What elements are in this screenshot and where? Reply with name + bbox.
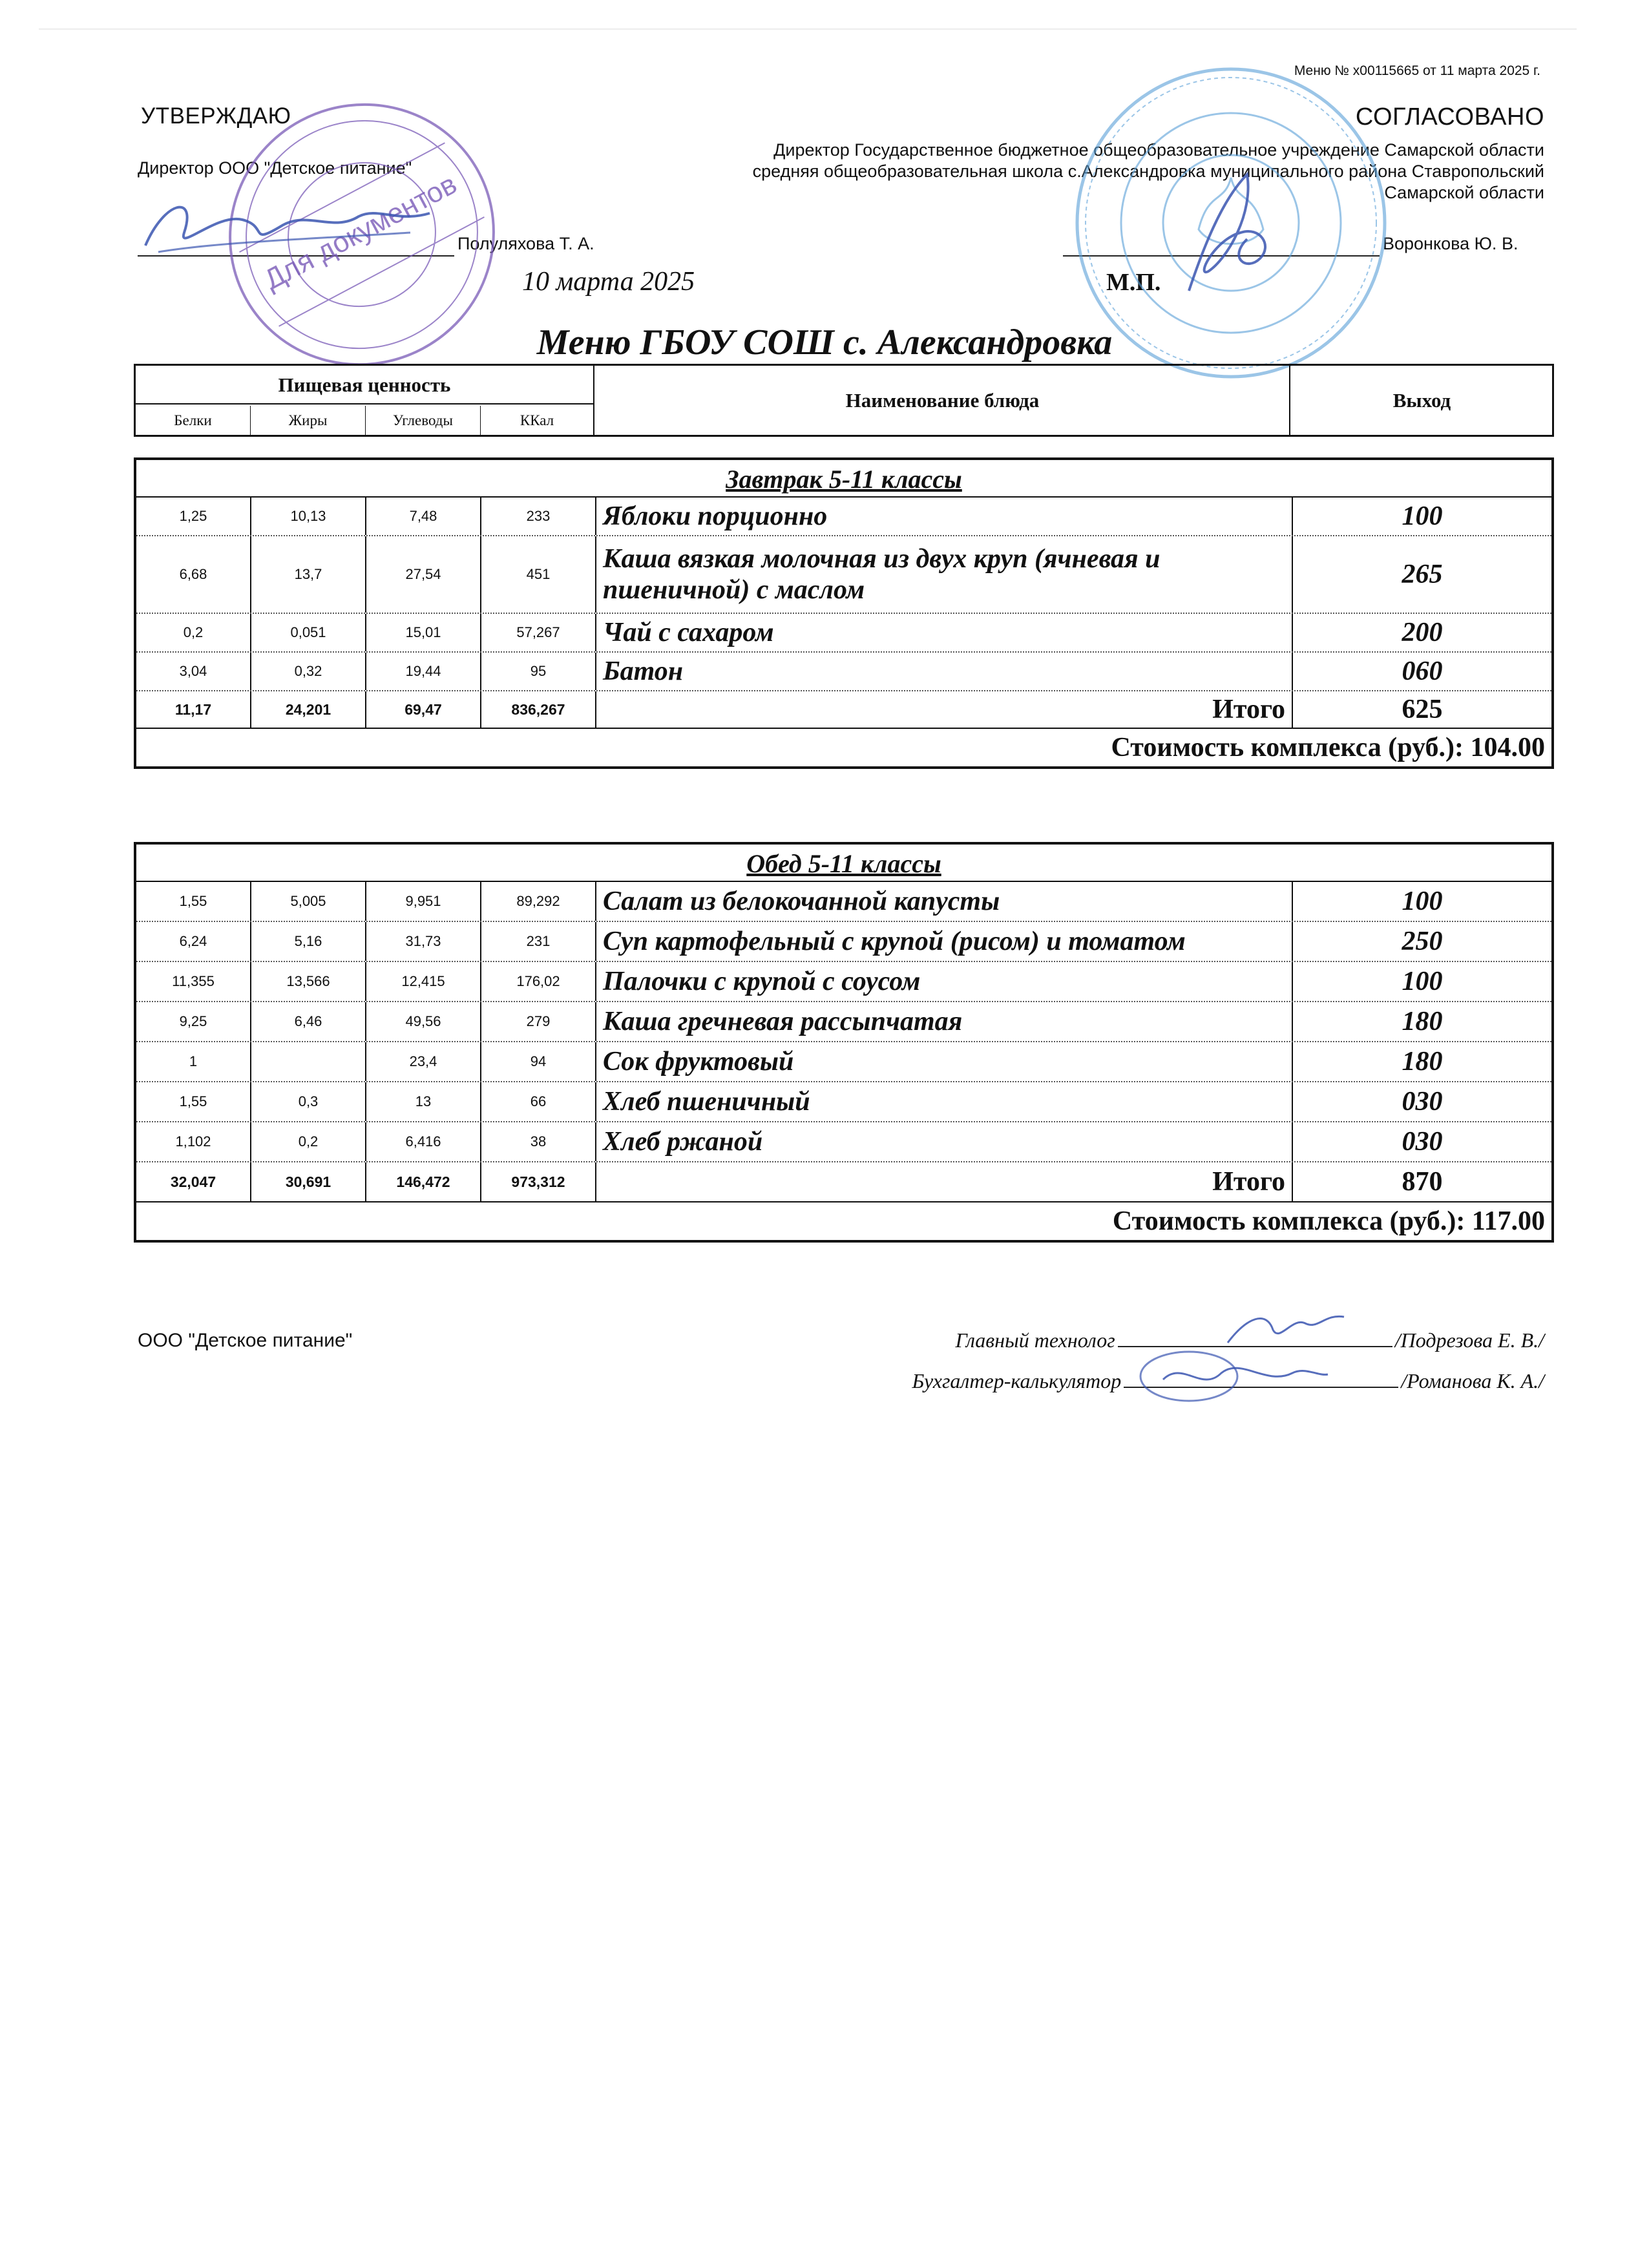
kcal-value: 95 <box>481 653 596 690</box>
fat-header: Жиры <box>251 406 366 435</box>
dish-name: Хлеб пшеничный <box>596 1082 1293 1121</box>
protein-header: Белки <box>136 406 251 435</box>
dish-name: Палочки с крупой с соусом <box>596 962 1293 1001</box>
complex-cost: Стоимость комплекса (руб.): 104.00 <box>1111 733 1545 762</box>
dish-header: Наименование блюда <box>596 366 1290 435</box>
dish-name: Яблоки порционно <box>596 498 1293 535</box>
protein-value: 6,24 <box>136 922 251 961</box>
dish-name: Хлеб ржаной <box>596 1122 1293 1161</box>
fat-value: 0,051 <box>251 614 366 651</box>
protein-total: 32,047 <box>136 1162 251 1201</box>
page-top-edge <box>39 28 1577 30</box>
kcal-value: 233 <box>481 498 596 535</box>
dish-output: 030 <box>1402 1127 1443 1157</box>
fat-value: 6,46 <box>251 1002 366 1041</box>
accountant-name: /Романова К. А./ <box>1401 1369 1544 1392</box>
dish-name: Каша гречневая рассыпчатая <box>596 1002 1293 1041</box>
page-title: Меню ГБОУ СОШ с. Александровка <box>536 322 1113 362</box>
protein-value: 1 <box>136 1042 251 1081</box>
table-row <box>136 498 1551 536</box>
table-row <box>136 614 1551 653</box>
protein-value: 1,102 <box>136 1122 251 1161</box>
fat-value: 13,566 <box>251 962 366 1001</box>
total-label: Итого <box>596 691 1293 728</box>
approve-signature <box>139 187 436 265</box>
table-row <box>136 1082 1551 1122</box>
table-row <box>136 536 1551 614</box>
protein-value: 11,355 <box>136 962 251 1001</box>
agree-title: СОГЛАСОВАНО <box>1355 103 1544 131</box>
fat-total: 30,691 <box>251 1162 366 1201</box>
agree-role: Директор Государственное бюджетное общеобразовательное учреждение Самарской области средняя общеобразовательная школа с.Александровка муниципального района Ставропольский Самарской области <box>752 140 1544 202</box>
fat-value: 5,16 <box>251 922 366 961</box>
meal-title-text: Обед 5-11 классы <box>746 849 941 878</box>
stamp-text: Для документов <box>258 168 462 296</box>
kcal-value: 176,02 <box>481 962 596 1001</box>
kcal-value: 57,267 <box>481 614 596 651</box>
carbs-value: 49,56 <box>366 1002 481 1041</box>
kcal-value: 279 <box>481 1002 596 1041</box>
dish-output: 250 <box>1402 927 1443 956</box>
carbs-header: Углеводы <box>366 406 481 435</box>
accountant-signature <box>1137 1347 1331 1405</box>
organization-name: ООО "Детское питание" <box>138 1330 353 1351</box>
dish-output: 100 <box>1402 887 1443 916</box>
carbs-value: 27,54 <box>366 536 481 613</box>
protein-value: 6,68 <box>136 536 251 613</box>
carbs-value: 19,44 <box>366 653 481 690</box>
fat-total: 24,201 <box>251 691 366 728</box>
table-row <box>136 653 1551 691</box>
table-row <box>136 1042 1551 1082</box>
approve-role: Директор ООО "Детское питание" <box>138 158 412 178</box>
kcal-total: 973,312 <box>481 1162 596 1201</box>
fat-value: 13,7 <box>251 536 366 613</box>
carbs-value: 23,4 <box>366 1042 481 1081</box>
protein-value: 1,55 <box>136 1082 251 1121</box>
menu-number: Меню № x00115665 от 11 марта 2025 г. <box>1294 63 1540 78</box>
kcal-value: 451 <box>481 536 596 613</box>
table-header <box>134 364 1554 437</box>
dish-output: 030 <box>1402 1087 1443 1117</box>
fat-value: 0,2 <box>251 1122 366 1161</box>
agree-signature <box>1150 162 1299 304</box>
dish-name: Суп картофельный с крупой (рисом) и томатом <box>596 922 1293 961</box>
dish-name: Батон <box>596 653 1293 690</box>
protein-value: 3,04 <box>136 653 251 690</box>
table-row <box>136 882 1551 922</box>
total-label: Итого <box>596 1162 1293 1201</box>
dish-name: Чай с сахаром <box>596 614 1293 651</box>
carbs-value: 15,01 <box>366 614 481 651</box>
complex-cost: Стоимость комплекса (руб.): 117.00 <box>1112 1206 1545 1236</box>
fat-value: 0,3 <box>251 1082 366 1121</box>
output-total: 870 <box>1402 1167 1443 1197</box>
output-total: 625 <box>1402 695 1443 724</box>
kcal-value: 94 <box>481 1042 596 1081</box>
protein-value: 9,25 <box>136 1002 251 1041</box>
dish-name: Каша вязкая молочная из двух круп (ячневая и пшеничной) с маслом <box>596 536 1293 613</box>
kcal-value: 89,292 <box>481 882 596 921</box>
nutrition-header-label: Пищевая ценность <box>136 366 593 404</box>
table-row <box>136 962 1551 1002</box>
total-row <box>136 691 1551 729</box>
carbs-value: 9,951 <box>366 882 481 921</box>
fat-value: 5,005 <box>251 882 366 921</box>
dish-output: 265 <box>1402 560 1443 589</box>
dish-output: 200 <box>1402 618 1443 647</box>
technologist-name: /Подрезова Е. В./ <box>1394 1328 1544 1352</box>
carbs-value: 6,416 <box>366 1122 481 1161</box>
kcal-value: 66 <box>481 1082 596 1121</box>
protein-value: 1,25 <box>136 498 251 535</box>
fat-value <box>251 1042 366 1081</box>
meal-title <box>136 845 1551 882</box>
carbs-value: 12,415 <box>366 962 481 1001</box>
approve-date: 10 марта 2025 <box>522 267 695 297</box>
dish-output: 180 <box>1402 1047 1443 1076</box>
protein-value: 0,2 <box>136 614 251 651</box>
total-row <box>136 1162 1551 1202</box>
protein-total: 11,17 <box>136 691 251 728</box>
nutrition-header <box>136 366 594 435</box>
fat-value: 10,13 <box>251 498 366 535</box>
dish-name: Сок фруктовый <box>596 1042 1293 1081</box>
lunch-section <box>134 842 1554 1243</box>
dish-output: 060 <box>1402 656 1443 686</box>
kcal-header: ККал <box>520 412 554 428</box>
technologist-role: Главный технолог <box>955 1328 1115 1352</box>
breakfast-section <box>134 457 1554 769</box>
carbs-value: 7,48 <box>366 498 481 535</box>
stamp-place-label: М.П. <box>1106 269 1161 296</box>
table-row <box>136 1122 1551 1162</box>
table-row <box>136 922 1551 962</box>
meal-title-text: Завтрак 5-11 классы <box>726 465 962 494</box>
protein-value: 1,55 <box>136 882 251 921</box>
carbs-value: 31,73 <box>366 922 481 961</box>
dish-output: 100 <box>1402 501 1443 531</box>
carbs-total: 69,47 <box>366 691 481 728</box>
kcal-value: 231 <box>481 922 596 961</box>
meal-title <box>136 460 1551 498</box>
table-row <box>136 1002 1551 1042</box>
approve-name: Полуляхова Т. А. <box>457 234 594 253</box>
approve-title: УТВЕРЖДАЮ <box>141 103 291 129</box>
kcal-value: 38 <box>481 1122 596 1161</box>
dish-name: Салат из белокочанной капусты <box>596 882 1293 921</box>
output-header: Выход <box>1392 389 1451 412</box>
kcal-total: 836,267 <box>481 691 596 728</box>
accountant-role: Бухгалтер-калькулятор <box>912 1369 1122 1392</box>
agree-name: Воронкова Ю. В. <box>1383 234 1518 253</box>
fat-value: 0,32 <box>251 653 366 690</box>
dish-output: 180 <box>1402 1007 1443 1036</box>
carbs-value: 13 <box>366 1082 481 1121</box>
carbs-total: 146,472 <box>366 1162 481 1201</box>
dish-output: 100 <box>1402 967 1443 996</box>
